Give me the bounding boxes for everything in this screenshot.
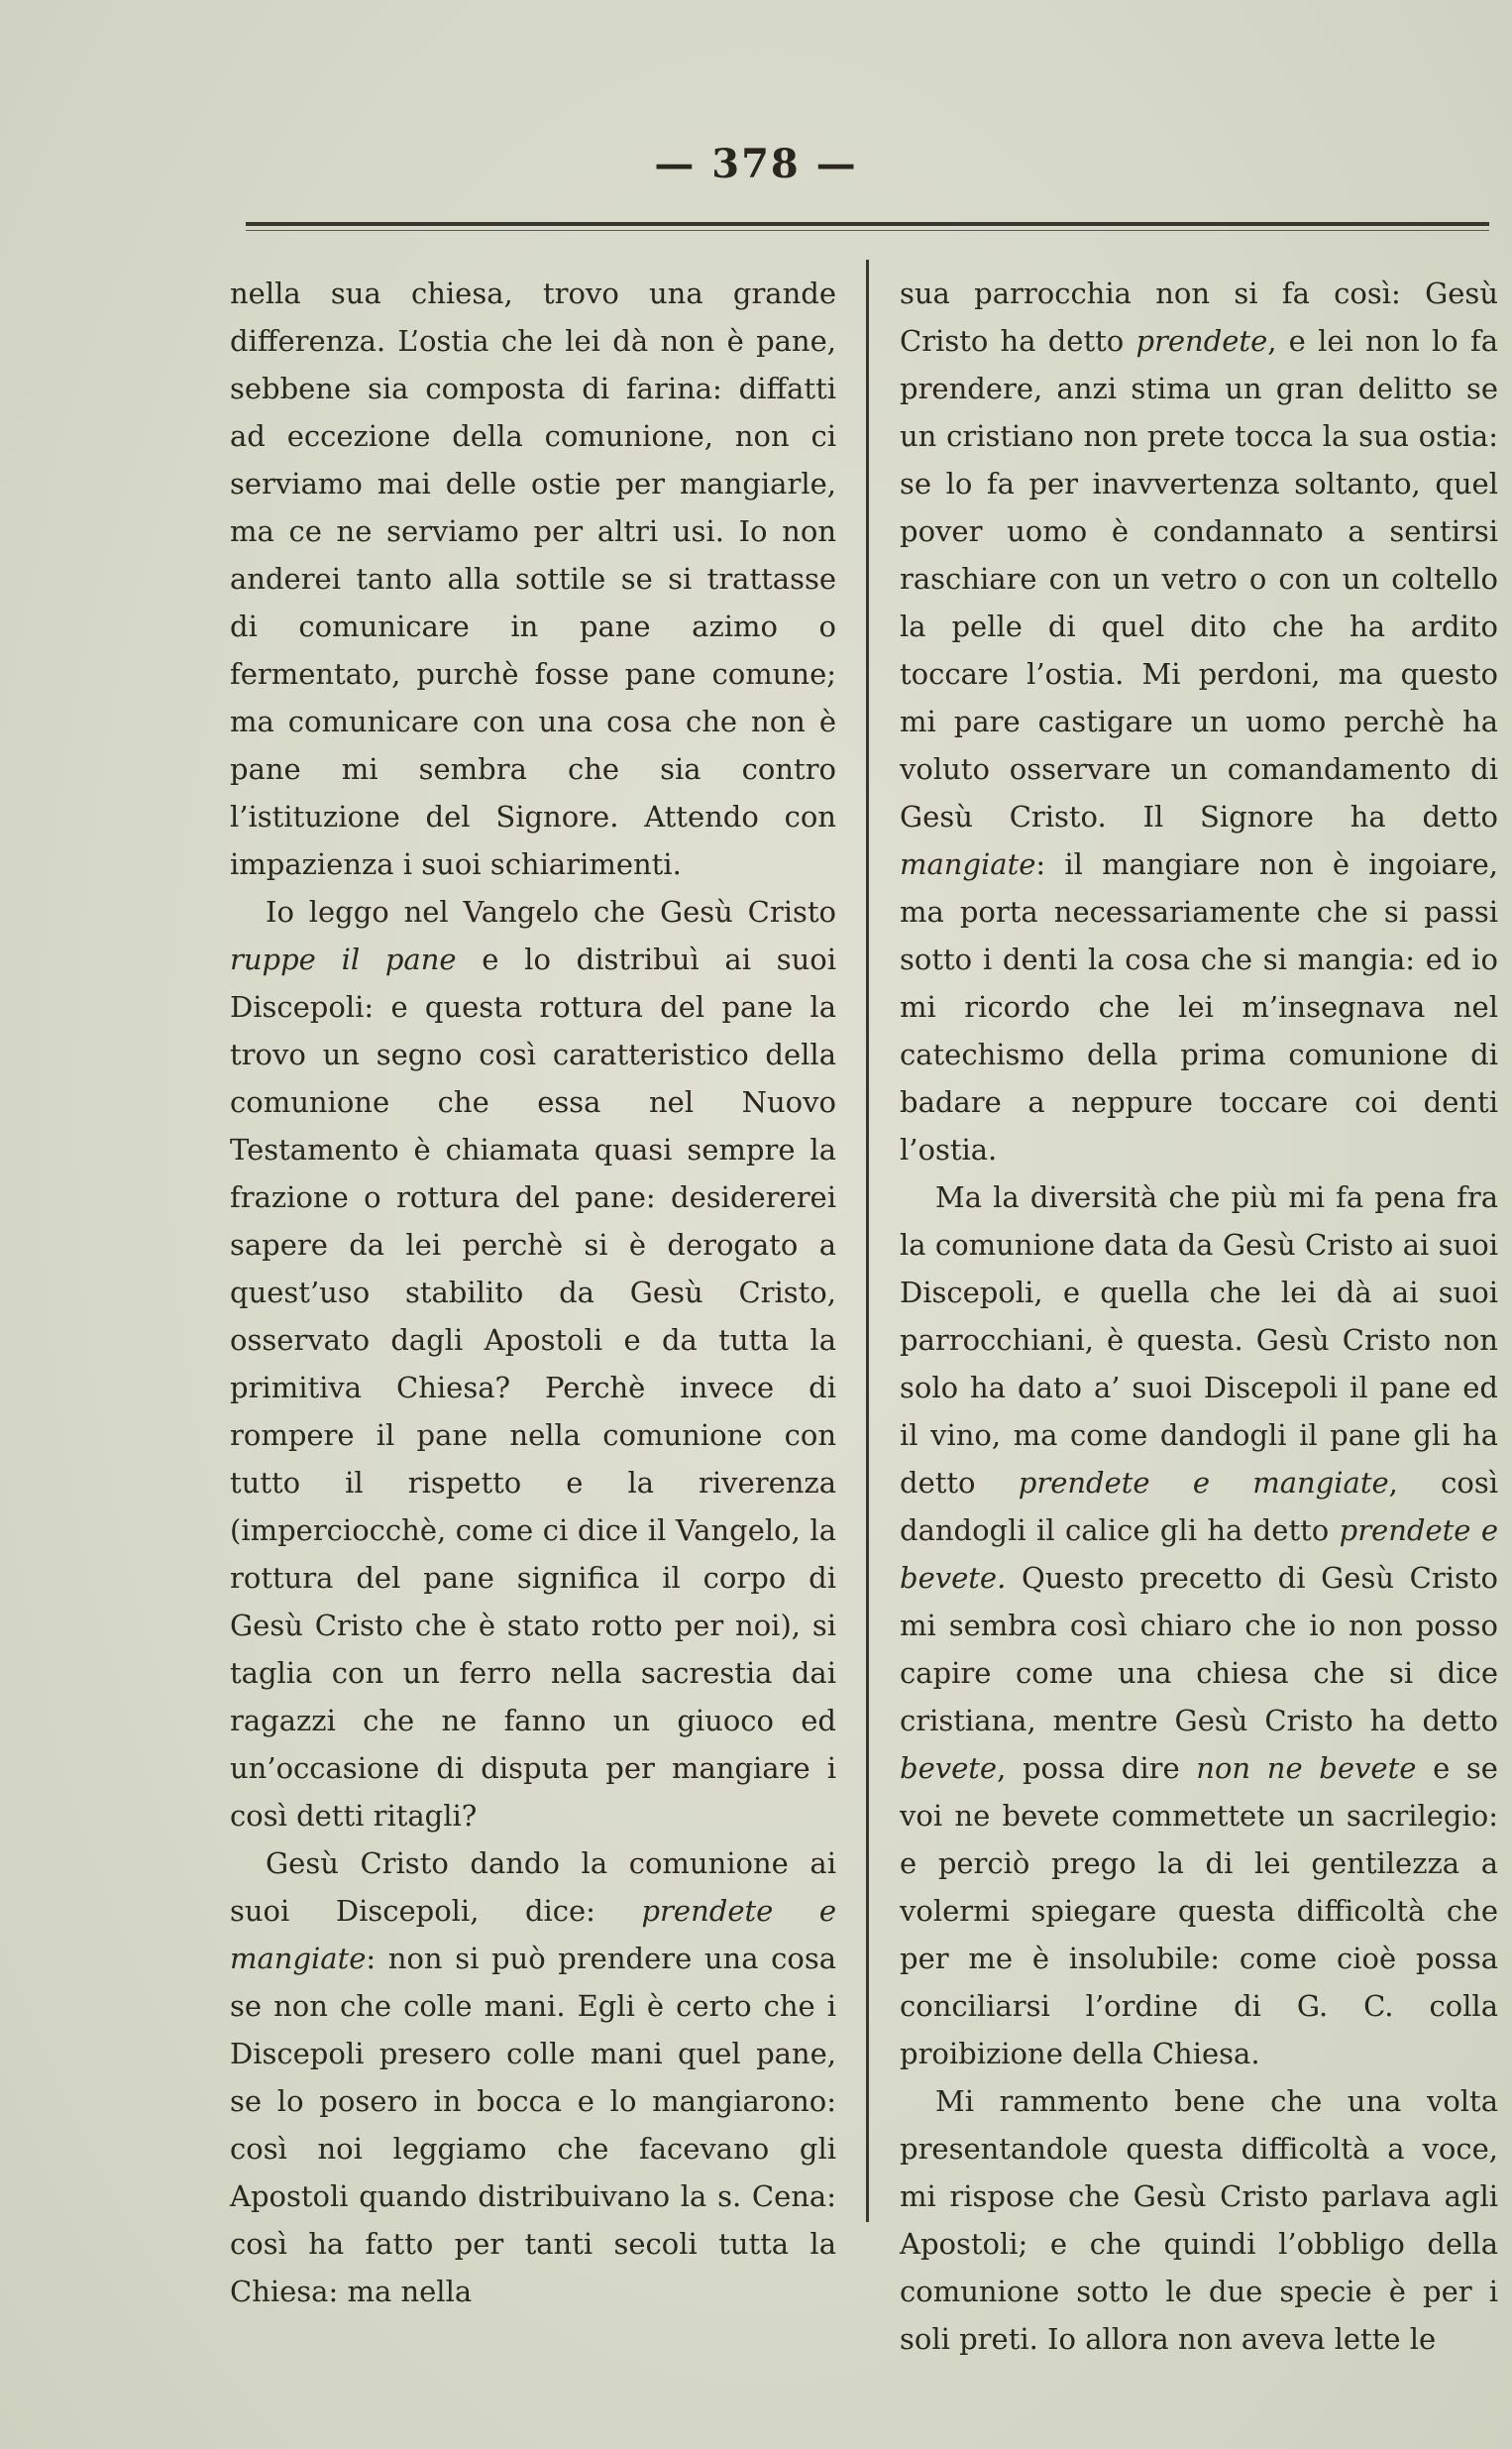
- right-p1-text-c: : il mangiare non è ingoiare, ma porta necessariamente che si passi sotto i denti la cosa che si mangia: ed io mi ricordo che lei m’insegnava nel catechismo della prima comunione di badare a neppure toccare coi denti l’ostia.: [900, 847, 1498, 1167]
- left-p1-text: nella sua chiesa, trovo una grande differenza. L’ostia che lei dà non è pane, sebbene sia composta di farina: diffatti ad eccezione della comunione, non ci serviamo mai delle ostie per mangiarle, ma ce ne serviamo per altri usi. Io non anderei tanto alla sottile se si trattasse di comunicare in pane azimo o fermentato, purchè fosse pane comune; ma comunicare con una cosa che non è pane mi sembra che sia contro l’istituzione del Signore. Attendo con impazienza i suoi schiarimenti.: [230, 277, 836, 881]
- left-p3-text-a: Gesù Cristo dando la comunione ai suoi Discepoli, dice:: [230, 1846, 836, 1928]
- left-paragraph-2: [230, 888, 836, 1839]
- right-p2-italic-2: prendete e bevete.: [900, 1513, 1498, 1595]
- left-paragraph-3: [230, 1839, 836, 2315]
- right-p2-italic-1: prendete e mangiate: [1018, 1466, 1389, 1500]
- right-column: [900, 270, 1498, 2363]
- right-paragraph-1: [900, 270, 1498, 1173]
- left-paragraph-1: [230, 270, 836, 888]
- right-p2-text-c: Questo precetto di Gesù Cristo mi sembra così chiaro che io non posso capire come una chiesa che si dice cristiana, mentre Gesù Cristo ha detto: [900, 1561, 1498, 1737]
- left-p3-text-b: : non si può prendere una cosa se non che colle mani. Egli è certo che i Discepoli presero colle mani quel pane, se lo posero in bocca e lo mangiarono: così noi leggiamo che facevano gli Apostoli quando distribuivano la s. Cena: così ha fatto per tanti secoli tutta la Chiesa: ma nella: [230, 1942, 836, 2308]
- left-p2-italic: ruppe il pane: [230, 943, 457, 976]
- header-rule: [246, 222, 1489, 226]
- left-p2-text-b: e lo distribuì ai suoi Discepoli: e questa rottura del pane la trovo un segno così caratteristico della comunione che essa nel Nuovo Testamento è chiamata quasi sempre la frazione o rottura del pane: desidererei sapere da lei perchè si è derogato a quest’uso stabilito da Gesù Cristo, osservato dagli Apostoli e da tutta la primitiva Chiesa? Perchè invece di rompere il pane nella comunione con tutto il rispetto e la riverenza (imperciocchè, come ci dice il Vangelo, la rottura del pane significa il corpo di Gesù Cristo che è stato rotto per noi), si taglia con un ferro nella sacrestia dai ragazzi che ne fanno un giuoco ed un’occasione di disputa per mangiare i così detti ritagli?: [230, 943, 836, 1833]
- right-p2-italic-3: bevete: [900, 1751, 998, 1785]
- header-rule-thin: [246, 230, 1489, 231]
- left-p2-text-a: Io leggo nel Vangelo che Gesù Cristo: [266, 895, 836, 929]
- right-p2-text-b: , così dandogli il calice gli ha detto: [900, 1466, 1499, 1547]
- left-p3-italic: prendete e mangiate: [230, 1894, 836, 1975]
- right-p2-text-a: Ma la diversità che più mi fa pena fra la comunione data da Gesù Cristo ai suoi Discepoli, e quella che lei dà ai suoi parrocchiani, è questa. Gesù Cristo non solo ha dato a’ suoi Discepoli il pane ed il vino, ma come dandogli il pane gli ha detto: [900, 1180, 1498, 1500]
- left-column: [230, 270, 836, 2315]
- right-p1-text-b: , e lei non lo fa prendere, anzi stima un gran delitto se un cristiano non prete tocca la sua ostia: se lo fa per inavvertenza soltanto, quel pover uomo è condannato a sentirsi raschiare con un vetro o con un coltello la pelle di quel dito che ha ardito toccare l’ostia. Mi perdoni, ma questo mi pare castigare un uomo perchè ha voluto osservare un comandamento di Gesù Cristo. Il Signore ha detto: [900, 324, 1498, 834]
- right-paragraph-2: [900, 1173, 1498, 2077]
- right-p1-italic-1: prendete: [1135, 324, 1268, 358]
- right-p2-text-e: e se voi ne bevete commettete un sacrilegio: e perciò prego la di lei gentilezza a volermi spiegare questa difficoltà che per me è insolubile: come cioè possa conciliarsi l’ordine di G. C. colla proibizione della Chiesa.: [900, 1751, 1498, 2070]
- right-p2-text-d: , possa dire: [997, 1751, 1197, 1785]
- right-p3-text: Mi rammento bene che una volta presentandole questa difficoltà a voce, mi rispose che Gesù Cristo parlava agli Apostoli; e che quindi l’obbligo della comunione sotto le due specie è per i soli preti. Io allora non aveva lette le: [900, 2084, 1498, 2356]
- page-number: — 378 —: [654, 141, 858, 187]
- right-paragraph-3: [900, 2077, 1498, 2363]
- right-p2-italic-4: non ne bevete: [1196, 1751, 1417, 1785]
- right-p1-italic-2: mangiate: [900, 847, 1036, 881]
- right-p1-text-a: sua parrocchia non si fa così: Gesù Cristo ha detto: [900, 277, 1498, 358]
- column-divider: [866, 260, 869, 2222]
